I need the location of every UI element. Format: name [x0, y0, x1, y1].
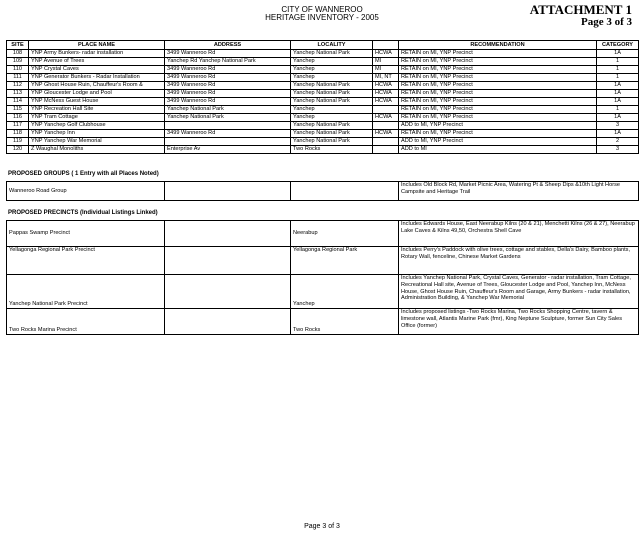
- row-place-name: YNP Yanchep Inn: [29, 130, 165, 138]
- row-category: 1A: [597, 50, 639, 58]
- row-recommendation: RETAIN on MI, YNP Precinct: [399, 50, 597, 58]
- table-row: [7, 50, 639, 58]
- precinct-locality: Two Rocks: [291, 309, 399, 335]
- row-category: 1: [597, 66, 639, 74]
- precinct-name: Two Rocks Marina Precinct: [7, 309, 165, 335]
- row-place-name: YNP Yanchep Golf Clubhouse: [29, 122, 165, 130]
- row-address: 3499 Wanneroo Rd: [165, 130, 291, 138]
- row-place-name: YNP Yanchep War Memorial: [29, 138, 165, 146]
- row-recommendation: RETAIN on MI, YNP Precinct: [399, 98, 597, 106]
- row-category: 1A: [597, 82, 639, 90]
- col-code: [373, 41, 399, 50]
- table-row: [7, 138, 639, 146]
- row-place-name: YNP Army Bunkers- radar installation: [29, 50, 165, 58]
- row-place-name: YNP Ghost House Ruin, Chauffeur's Room &: [29, 82, 165, 90]
- precinct-locality: Yellagonga Regional Park: [291, 247, 399, 275]
- row-site: 110: [7, 66, 29, 74]
- table-row: [7, 82, 639, 90]
- precincts-table: [6, 220, 639, 335]
- col-category: CATEGORY: [597, 41, 639, 50]
- row-place-name: YNP Tram Cottage: [29, 114, 165, 122]
- row-locality: Yanchep National Park: [291, 122, 373, 130]
- row-address: Yanchep National Park: [165, 106, 291, 114]
- row-recommendation: RETAIN on MI, YNP Precinct: [399, 74, 597, 82]
- row-code: MI, NT: [373, 74, 399, 82]
- row-site: 118: [7, 130, 29, 138]
- heritage-table: [6, 40, 639, 154]
- row-place-name: YNP McNess Guest House: [29, 98, 165, 106]
- table-row: [7, 74, 639, 82]
- row-address: Enterprise Av: [165, 146, 291, 154]
- row-recommendation: ADD to MI: [399, 146, 597, 154]
- row-category: 1: [597, 58, 639, 66]
- table-row: [7, 122, 639, 130]
- row-address: [165, 122, 291, 130]
- table-row: [7, 309, 639, 335]
- row-code: HCWA: [373, 130, 399, 138]
- table-row: [7, 98, 639, 106]
- row-address: 3499 Wanneroo Rd: [165, 50, 291, 58]
- precinct-note: Includes proposed listings -Two Rocks Marina, Two Rocks Shopping Centre, tavern & limestone wall, Atlantis Marine Park (fmr), King Neptune Sculpture, former Sun City Sales Office (former): [399, 309, 639, 335]
- page-heading: Page 3 of 3: [580, 16, 632, 28]
- precinct-note: Includes Edwards House, East Neerabup Kilns (20 & 21), Menchetti Kilns (26 & 27), Neerabup Lake Caves & Kilns 49,50, Orchestra Shell Cave: [399, 221, 639, 247]
- doc-title-line1: CITY OF WANNEROO: [281, 5, 363, 14]
- precinct-locality: Neerabup: [291, 221, 399, 247]
- precinct-name: Pappas Swamp Precinct: [7, 221, 165, 247]
- row-recommendation: RETAIN on MI, YNP Precinct: [399, 66, 597, 74]
- row-locality: Yanchep National Park: [291, 130, 373, 138]
- row-address: 3499 Wanneroo Rd: [165, 98, 291, 106]
- row-locality: Yanchep: [291, 66, 373, 74]
- row-locality: Yanchep National Park: [291, 138, 373, 146]
- table-row: [7, 275, 639, 309]
- page-footer: Page 3 of 3: [304, 523, 340, 530]
- row-code: HCWA: [373, 98, 399, 106]
- row-place-name: YNP Crystal Caves: [29, 66, 165, 74]
- table-row: [7, 247, 639, 275]
- table-row: [7, 106, 639, 114]
- row-site: 116: [7, 114, 29, 122]
- row-locality: Yanchep: [291, 106, 373, 114]
- row-category: 3: [597, 146, 639, 154]
- row-category: 2: [597, 138, 639, 146]
- row-site: 108: [7, 50, 29, 58]
- precinct-note: Includes Perry's Paddock with olive trees, cottage and stables, Della's Dairy, Bamboo plants, Rotary Wall, fenceline, Chinese Market Gardens: [399, 247, 639, 275]
- precinct-name: Yellagonga Regional Park Precinct: [7, 247, 165, 275]
- row-site: 112: [7, 82, 29, 90]
- row-code: [373, 106, 399, 114]
- row-address: Yanchep National Park: [165, 114, 291, 122]
- row-locality: Yanchep National Park: [291, 82, 373, 90]
- row-code: MI: [373, 66, 399, 74]
- row-code: [373, 122, 399, 130]
- col-recommendation: RECOMMENDATION: [399, 41, 597, 50]
- table-row: [7, 58, 639, 66]
- row-site: 114: [7, 98, 29, 106]
- row-place-name: YNP Gloucester Lodge and Pool: [29, 90, 165, 98]
- row-code: [373, 146, 399, 154]
- row-recommendation: RETAIN on MI, YNP Precinct: [399, 114, 597, 122]
- row-code: HCWA: [373, 50, 399, 58]
- row-locality: Two Rocks: [291, 146, 373, 154]
- row-place-name: Z Waughal Monoliths: [29, 146, 165, 154]
- row-address: Yanchep Rd Yanchep National Park: [165, 58, 291, 66]
- row-category: 1A: [597, 114, 639, 122]
- row-category: 1A: [597, 130, 639, 138]
- precinct-name: Yanchep National Park Precinct: [7, 275, 165, 309]
- row-category: 1: [597, 74, 639, 82]
- table-row: [7, 114, 639, 122]
- table-row: [7, 146, 639, 154]
- row-site: 120: [7, 146, 29, 154]
- row-place-name: YNP Generator Bunkers - Radar Installation: [29, 74, 165, 82]
- row-site: 109: [7, 58, 29, 66]
- row-category: 3: [597, 122, 639, 130]
- row-code: HCWA: [373, 90, 399, 98]
- groups-table: [6, 181, 639, 201]
- row-recommendation: RETAIN on MI, YNP Precinct: [399, 130, 597, 138]
- row-site: 119: [7, 138, 29, 146]
- row-site: 113: [7, 90, 29, 98]
- row-category: 1A: [597, 98, 639, 106]
- row-recommendation: ADD to MI, YNP Precinct: [399, 122, 597, 130]
- attachment-heading: ATTACHMENT 1: [529, 2, 632, 17]
- doc-title-line2: HERITAGE INVENTORY - 2005: [265, 13, 379, 22]
- row-address: 3499 Wanneroo Rd: [165, 90, 291, 98]
- groups-label: PROPOSED GROUPS ( 1 Entry with all Places Noted): [8, 171, 159, 177]
- row-code: HCWA: [373, 82, 399, 90]
- row-address: 3499 Wanneroo Rd: [165, 82, 291, 90]
- table-header-row: [7, 41, 639, 50]
- row-site: 111: [7, 74, 29, 82]
- row-recommendation: RETAIN on MI, YNP Precinct: [399, 90, 597, 98]
- col-place-name: PLACE NAME: [29, 41, 165, 50]
- row-locality: Yanchep National Park: [291, 98, 373, 106]
- col-site: SITE: [7, 41, 29, 50]
- row-locality: Yanchep: [291, 74, 373, 82]
- row-place-name: YNP Avenue of Trees: [29, 58, 165, 66]
- row-site: 115: [7, 106, 29, 114]
- table-row: [7, 130, 639, 138]
- row-place-name: YNP Recreation Hall Site: [29, 106, 165, 114]
- row-code: MI: [373, 58, 399, 66]
- table-row: [7, 221, 639, 247]
- precincts-label: PROPOSED PRECINCTS (Individual Listings Linked): [8, 210, 158, 216]
- row-code: HCWA: [373, 114, 399, 122]
- row-address: [165, 138, 291, 146]
- row-locality: Yanchep: [291, 58, 373, 66]
- precinct-locality: Yanchep: [291, 275, 399, 309]
- table-row: [7, 90, 639, 98]
- row-category: 1A: [597, 90, 639, 98]
- row-locality: Yanchep National Park: [291, 50, 373, 58]
- precinct-note: Includes Yanchep National Park, Crystal Caves, Generator - radar installation, Tram Cottage, Recreational Hall site, Avenue of Trees, Gloucester Lodge and Pool, Yanchep Inn, McNess House, Ghost House Ruin, Chauffeur's Room and Garage, Army Bunkers - radar installation, Administration Building, & Yanchep War Memorial: [399, 275, 639, 309]
- row-site: 117: [7, 122, 29, 130]
- row-recommendation: ADD to MI, YNP Precinct: [399, 138, 597, 146]
- row-recommendation: RETAIN on MI, YNP Precinct: [399, 58, 597, 66]
- row-recommendation: RETAIN on MI, YNP Precinct: [399, 106, 597, 114]
- table-row: [7, 66, 639, 74]
- row-locality: Yanchep: [291, 114, 373, 122]
- col-address: ADDRESS: [165, 41, 291, 50]
- group-note: Includes Old Block Rd, Market Picnic Area, Watering Pt & Sheep Dips &10th Light Horse Campsite and Heritage Trail: [399, 182, 639, 201]
- group-name: Wanneroo Road Group: [7, 182, 165, 201]
- row-category: 1: [597, 106, 639, 114]
- col-locality: LOCALITY: [291, 41, 373, 50]
- row-recommendation: RETAIN on MI, YNP Precinct: [399, 82, 597, 90]
- row-locality: Yanchep National Park: [291, 90, 373, 98]
- row-address: 3499 Wanneroo Rd: [165, 66, 291, 74]
- row-address: 3499 Wanneroo Rd: [165, 74, 291, 82]
- row-code: [373, 138, 399, 146]
- table-row: [7, 182, 639, 201]
